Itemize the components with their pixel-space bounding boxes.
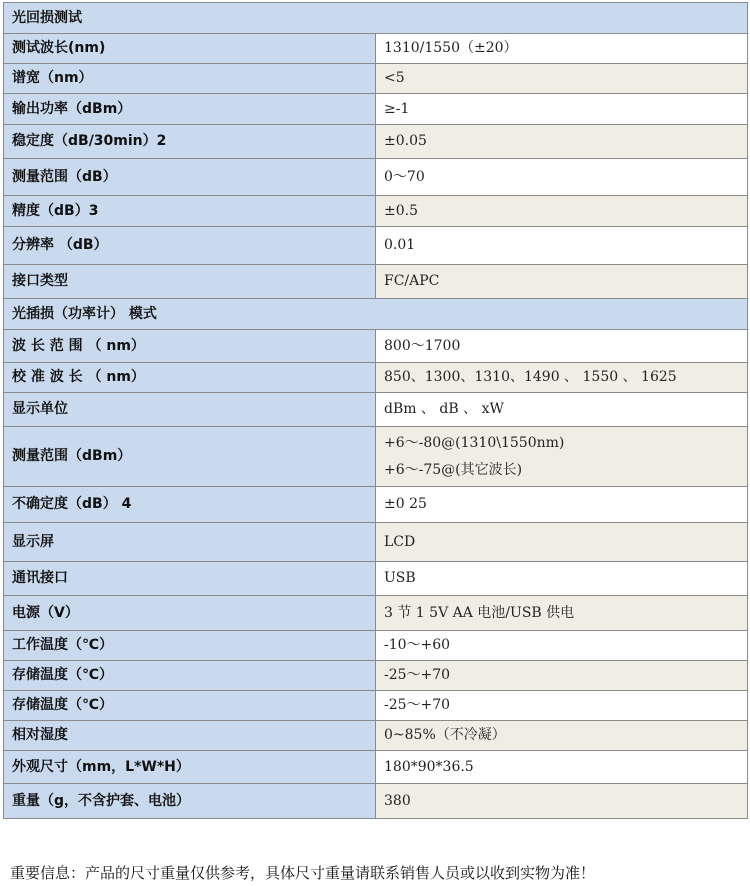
row-label: 通讯接口 <box>4 562 376 596</box>
row-value: 380 <box>376 784 748 819</box>
row-label: 显示单位 <box>4 393 376 427</box>
row-label: 不确定度（dB） 4 <box>4 487 376 523</box>
row-value: USB <box>376 562 748 596</box>
row-value: <5 <box>376 64 748 94</box>
value-line: +6～-80@(1310\1550nm) <box>384 434 565 451</box>
row-label: 谱宽（nm） <box>4 64 376 94</box>
table-row <box>4 721 748 751</box>
row-value: 0～70 <box>376 159 748 196</box>
spec-table <box>3 2 748 819</box>
table-row <box>4 64 748 94</box>
row-label: 工作温度（℃） <box>4 631 376 661</box>
row-label: 波 长 范 围 （ nm） <box>4 330 376 363</box>
row-value: FC/APC <box>376 265 748 299</box>
row-value: ≥-1 <box>376 94 748 125</box>
row-label: 接口类型 <box>4 265 376 299</box>
table-row <box>4 427 748 487</box>
row-value: 800～1700 <box>376 330 748 363</box>
row-value: ±0.05 <box>376 125 748 159</box>
row-value: ±0 25 <box>376 487 748 523</box>
table-row <box>4 691 748 721</box>
row-value: dBm 、 dB 、 xW <box>376 393 748 427</box>
section-header-return-loss <box>4 3 748 34</box>
section-title: 光插损（功率计） 模式 <box>4 299 748 330</box>
table-row <box>4 363 748 393</box>
row-label: 稳定度（dB/30min）2 <box>4 125 376 159</box>
row-value: ±0.5 <box>376 196 748 227</box>
table-row <box>4 393 748 427</box>
row-label: 外观尺寸（mm，L*W*H） <box>4 751 376 784</box>
table-row <box>4 751 748 784</box>
row-value: 850、1300、1310、1490 、 1550 、 1625 <box>376 363 748 393</box>
table-row <box>4 562 748 596</box>
table-row <box>4 330 748 363</box>
row-value: 180*90*36.5 <box>376 751 748 784</box>
row-label: 显示屏 <box>4 523 376 562</box>
row-value: 3 节 1 5V AA 电池/USB 供电 <box>376 596 748 631</box>
table-row <box>4 631 748 661</box>
row-value: -10～+60 <box>376 631 748 661</box>
row-label: 精度（dB）3 <box>4 196 376 227</box>
row-value: LCD <box>376 523 748 562</box>
table-row <box>4 784 748 819</box>
table-row <box>4 523 748 562</box>
row-label: 相对湿度 <box>4 721 376 751</box>
row-value: 0~85%（不冷凝） <box>376 721 748 751</box>
disclaimer-note: 重要信息：产品的尺寸重量仅供参考，具体尺寸重量请联系销售人员或以收到实物为准！ <box>10 864 596 882</box>
row-value <box>376 427 748 487</box>
section-header-insertion-loss <box>4 299 748 330</box>
row-value: -25～+70 <box>376 661 748 691</box>
row-label: 存储温度（℃） <box>4 691 376 721</box>
row-label: 重量（g，不含护套、电池） <box>4 784 376 819</box>
row-label: 测量范围（dB） <box>4 159 376 196</box>
row-label: 测量范围（dBm） <box>4 427 376 487</box>
table-row <box>4 34 748 64</box>
section-title: 光回损测试 <box>4 3 748 34</box>
table-row <box>4 487 748 523</box>
row-label: 存储温度（℃） <box>4 661 376 691</box>
value-line: +6～-75@(其它波长) <box>384 461 523 478</box>
table-row <box>4 596 748 631</box>
table-row <box>4 265 748 299</box>
row-label: 分辨率 （dB） <box>4 227 376 265</box>
table-row <box>4 94 748 125</box>
row-value: 0.01 <box>376 227 748 265</box>
row-label: 输出功率（dBm） <box>4 94 376 125</box>
row-label: 校 准 波 长 （ nm） <box>4 363 376 393</box>
table-row <box>4 125 748 159</box>
row-value: 1310/1550（±20） <box>376 34 748 64</box>
table-row <box>4 196 748 227</box>
table-row <box>4 227 748 265</box>
row-label: 电源（V） <box>4 596 376 631</box>
row-value: -25～+70 <box>376 691 748 721</box>
row-label: 测试波长(nm) <box>4 34 376 64</box>
table-row <box>4 159 748 196</box>
table-row <box>4 661 748 691</box>
